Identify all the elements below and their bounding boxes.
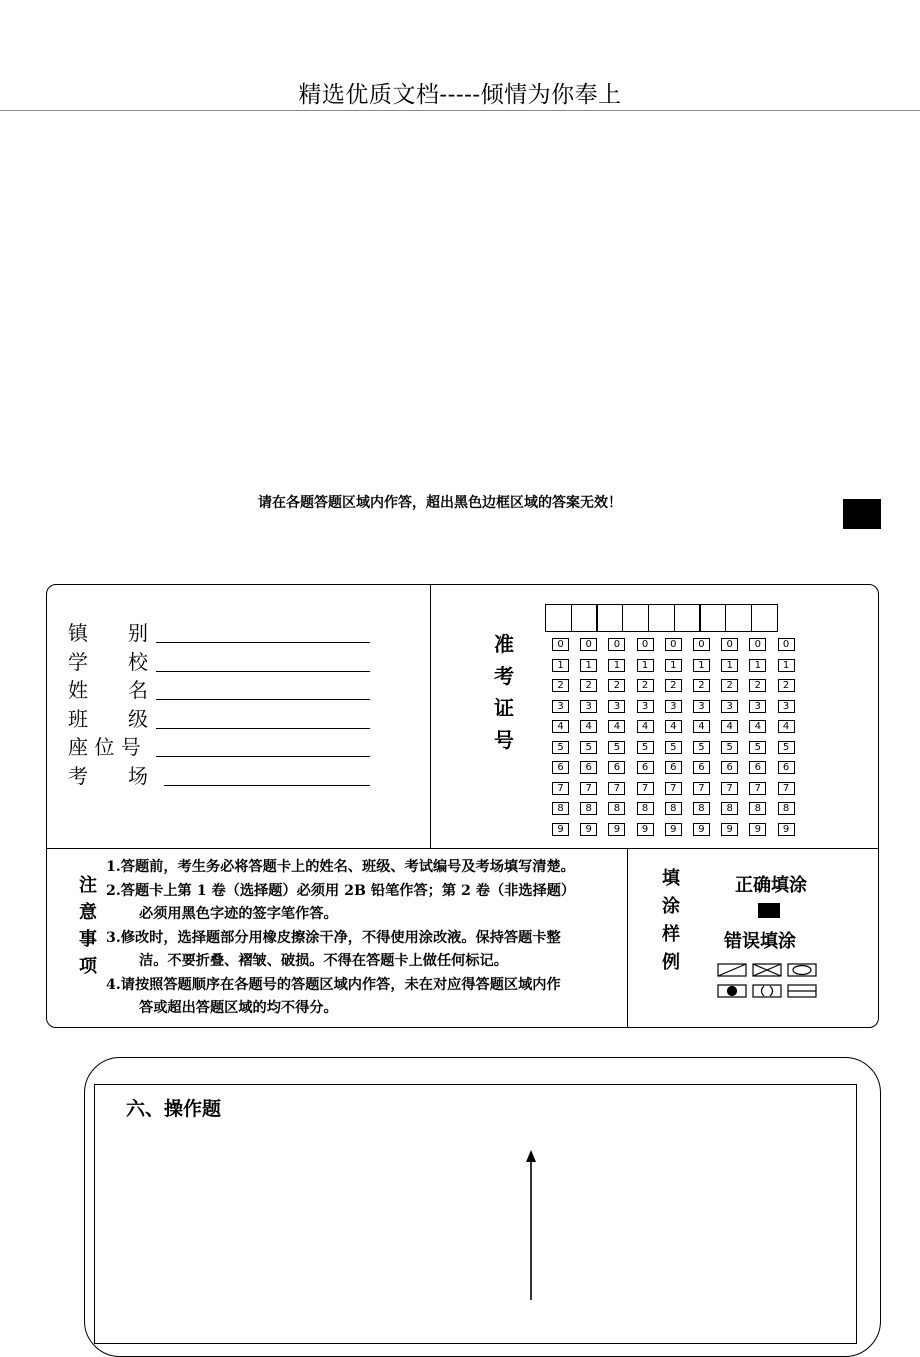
wrong-fill-samples — [714, 960, 824, 1000]
correct-fill-label: 正确填涂 — [735, 875, 807, 896]
exam-id-bubble[interactable]: 9 — [608, 823, 625, 836]
exam-id-bubble[interactable]: 3 — [637, 700, 654, 713]
fill-example-label-char: 例 — [662, 952, 680, 973]
exam-id-bubble[interactable]: 4 — [693, 720, 710, 733]
exam-id-bubble[interactable]: 8 — [608, 802, 625, 815]
info-field-row — [68, 763, 378, 790]
exam-id-bubble[interactable]: 1 — [778, 659, 795, 672]
exam-id-bubble[interactable]: 8 — [721, 802, 738, 815]
exam-id-bubble[interactable]: 9 — [580, 823, 597, 836]
exam-id-bubble[interactable]: 2 — [552, 679, 569, 692]
answer-area-inner[interactable] — [94, 1084, 857, 1344]
exam-id-bubble[interactable]: 0 — [552, 638, 569, 651]
info-field-label: 镇 别 — [68, 621, 148, 645]
info-field-input[interactable] — [156, 642, 370, 643]
exam-id-bubble[interactable]: 6 — [778, 761, 795, 774]
info-field-row — [68, 706, 378, 733]
wrong-sample-circle — [788, 964, 816, 976]
exam-id-bubble[interactable]: 0 — [749, 638, 766, 651]
exam-id-bubble[interactable]: 5 — [580, 741, 597, 754]
corner-registration-mark — [843, 499, 881, 529]
notice-item-text: 3.修改时，选择题部分用橡皮擦涂干净，不得使用涂改液。保持答题卡整 — [106, 929, 561, 946]
exam-id-bubble[interactable]: 0 — [637, 638, 654, 651]
exam-id-label-char: 考 — [494, 664, 514, 688]
exam-id-bubble[interactable]: 9 — [778, 823, 795, 836]
exam-id-bubble[interactable]: 1 — [749, 659, 766, 672]
bubble-row — [552, 823, 806, 844]
exam-id-digit-cell[interactable] — [545, 604, 572, 632]
exam-id-bubble[interactable]: 3 — [693, 700, 710, 713]
exam-id-bubble[interactable]: 6 — [749, 761, 766, 774]
notice-item — [106, 856, 628, 880]
wrong-sample-cross — [753, 964, 781, 976]
exam-id-bubble[interactable]: 3 — [608, 700, 625, 713]
bubble-row — [552, 761, 806, 782]
exam-id-bubble[interactable]: 2 — [749, 679, 766, 692]
exam-id-bubble[interactable]: 3 — [721, 700, 738, 713]
exam-id-bubble[interactable]: 4 — [552, 720, 569, 733]
exam-id-bubble[interactable]: 0 — [721, 638, 738, 651]
exam-id-bubble[interactable]: 2 — [778, 679, 795, 692]
info-field-label: 班 级 — [68, 706, 148, 731]
exam-id-bubble[interactable]: 4 — [749, 720, 766, 733]
exam-id-label — [492, 628, 516, 756]
exam-id-bubble[interactable]: 4 — [608, 720, 625, 733]
exam-id-bubble[interactable]: 9 — [721, 823, 738, 836]
exam-id-bubble[interactable]: 4 — [778, 720, 795, 733]
exam-id-bubble[interactable]: 3 — [580, 700, 597, 713]
fill-example-label-char: 填 — [662, 868, 680, 889]
exam-id-bubble[interactable]: 0 — [665, 638, 682, 651]
exam-id-bubble[interactable]: 1 — [637, 659, 654, 672]
fill-example-label-char: 涂 — [662, 896, 680, 917]
exam-id-bubble[interactable]: 5 — [693, 741, 710, 754]
notice-item — [106, 927, 628, 974]
notice-item-text: 1.答题前，考生务必将答题卡上的姓名、班级、考试编号及考场填写清楚。 — [106, 859, 575, 875]
section-title: 六、操作题 — [126, 1098, 222, 1120]
notice-item-text: 2.答题卡上第 1 卷（选择题）必须用 2B 铅笔作答；第 2 卷（非选择题） — [106, 882, 576, 899]
info-field-label: 考 场 — [68, 763, 148, 788]
exam-id-bubble[interactable]: 1 — [665, 659, 682, 672]
exam-id-digit-cell[interactable] — [571, 604, 598, 632]
exam-id-bubble[interactable]: 0 — [693, 638, 710, 651]
notice-label-char: 意 — [79, 902, 97, 923]
exam-id-bubble[interactable]: 8 — [552, 802, 569, 815]
info-field-row — [68, 649, 378, 676]
correct-fill-sample — [758, 903, 780, 918]
exam-id-bubble[interactable]: 5 — [721, 741, 738, 754]
exam-id-digit-cell[interactable] — [674, 604, 701, 632]
exam-id-bubble[interactable]: 7 — [665, 782, 682, 795]
exam-id-bubble[interactable]: 8 — [580, 802, 597, 815]
info-field-row — [68, 677, 378, 704]
wrong-sample-lines — [788, 985, 816, 997]
notice-item — [106, 880, 628, 927]
y-axis-arrow — [520, 1148, 542, 1300]
bubble-row — [552, 700, 806, 721]
notice-label-char: 注 — [79, 875, 97, 896]
exam-id-bubble[interactable]: 2 — [665, 679, 682, 692]
exam-id-bubble[interactable]: 8 — [778, 802, 795, 815]
exam-id-digit-cell[interactable] — [648, 604, 675, 632]
notice-label-char: 事 — [79, 929, 97, 950]
bubble-row — [552, 659, 806, 680]
info-field-label: 座 位 号 — [68, 735, 141, 759]
exam-id-bubble[interactable]: 2 — [637, 679, 654, 692]
info-field-label: 姓 名 — [68, 678, 148, 702]
fill-example-label-char: 样 — [662, 924, 680, 945]
exam-id-bubble[interactable]: 0 — [580, 638, 597, 651]
exam-id-bubble[interactable]: 6 — [637, 761, 654, 774]
exam-id-digit-cell[interactable] — [699, 604, 726, 632]
exam-id-bubble[interactable]: 7 — [721, 782, 738, 795]
bubble-row — [552, 802, 806, 823]
exam-id-bubble[interactable]: 9 — [749, 823, 766, 836]
exam-id-label-char: 号 — [494, 728, 514, 752]
info-field-input[interactable] — [156, 728, 370, 729]
exam-id-bubble[interactable]: 5 — [552, 741, 569, 754]
exam-id-bubble[interactable]: 9 — [637, 823, 654, 836]
exam-id-bubble[interactable]: 2 — [608, 679, 625, 692]
notice-item-text: 4.请按照答题顺序在各题号的答题区域内作答，未在对应得答题区域内作 — [106, 976, 561, 993]
notice-item-continuation: 洁。不要折叠、褶皱、破损。不得在答题卡上做任何标记。 — [139, 953, 508, 969]
exam-id-bubble[interactable]: 5 — [778, 741, 795, 754]
exam-id-bubble[interactable]: 6 — [608, 761, 625, 774]
exam-id-bubble[interactable]: 4 — [665, 720, 682, 733]
exam-id-bubble[interactable]: 0 — [778, 638, 795, 651]
exam-id-bubble[interactable]: 8 — [665, 802, 682, 815]
info-field-input[interactable] — [156, 671, 370, 672]
notice-label — [76, 872, 100, 980]
notice-item — [106, 974, 628, 1021]
notice-item-continuation: 必须用黑色字迹的签字笔作答。 — [139, 906, 338, 922]
notice-item-continuation: 答或超出答题区域的均不得分。 — [139, 1000, 338, 1016]
info-box-divider-top — [430, 585, 431, 848]
wrong-sample-dot — [718, 985, 746, 997]
exam-id-bubble[interactable]: 3 — [749, 700, 766, 713]
header-rule — [0, 110, 920, 111]
bubble-row — [552, 638, 806, 659]
exam-id-bubble[interactable]: 7 — [693, 782, 710, 795]
exam-id-bubble[interactable]: 8 — [693, 802, 710, 815]
exam-id-bubble[interactable]: 1 — [721, 659, 738, 672]
exam-id-digit-cell[interactable] — [596, 604, 623, 632]
exam-id-bubble[interactable]: 7 — [749, 782, 766, 795]
exam-id-bubble[interactable]: 3 — [665, 700, 682, 713]
exam-id-bubble[interactable]: 9 — [693, 823, 710, 836]
exam-id-bubble-grid — [552, 638, 806, 843]
bubble-row — [552, 679, 806, 700]
exam-id-bubble[interactable]: 7 — [580, 782, 597, 795]
notice-list — [106, 856, 628, 1021]
page-header: 精选优质文档-----倾情为你奉上 — [298, 82, 622, 108]
bubble-row — [552, 720, 806, 741]
exam-id-label-char: 证 — [494, 696, 514, 720]
exam-id-bubble[interactable]: 4 — [721, 720, 738, 733]
exam-id-bubble[interactable]: 6 — [693, 761, 710, 774]
exam-id-bubble[interactable]: 8 — [637, 802, 654, 815]
wrong-sample-slash — [718, 964, 746, 976]
exam-id-bubble[interactable]: 6 — [721, 761, 738, 774]
exam-id-bubble[interactable]: 4 — [580, 720, 597, 733]
exam-id-bubble[interactable]: 7 — [778, 782, 795, 795]
warning-text: 请在各题答题区域内作答，超出黑色边框区域的答案无效！ — [258, 495, 622, 511]
info-field-input[interactable] — [156, 699, 370, 700]
exam-id-bubble[interactable]: 1 — [608, 659, 625, 672]
exam-id-bubble[interactable]: 9 — [552, 823, 569, 836]
exam-id-bubble[interactable]: 5 — [665, 741, 682, 754]
exam-id-bubble[interactable]: 8 — [749, 802, 766, 815]
exam-id-label-char: 准 — [494, 632, 514, 656]
notice-label-char: 项 — [79, 956, 97, 977]
exam-id-bubble[interactable]: 1 — [552, 659, 569, 672]
exam-id-digit-cell[interactable] — [751, 604, 778, 632]
exam-id-bubble[interactable]: 2 — [580, 679, 597, 692]
info-field-row — [68, 620, 378, 647]
exam-id-bubble[interactable]: 3 — [552, 700, 569, 713]
exam-id-bubble[interactable]: 6 — [580, 761, 597, 774]
info-field-label: 学 校 — [68, 649, 148, 674]
exam-id-write-cells — [545, 604, 776, 634]
exam-id-bubble[interactable]: 2 — [693, 679, 710, 692]
exam-id-bubble[interactable]: 9 — [665, 823, 682, 836]
exam-id-bubble[interactable]: 5 — [637, 741, 654, 754]
exam-id-bubble[interactable]: 0 — [608, 638, 625, 651]
fill-example-label — [659, 865, 683, 977]
exam-id-bubble[interactable]: 2 — [721, 679, 738, 692]
wrong-fill-label: 错误填涂 — [724, 931, 796, 952]
exam-id-digit-cell[interactable] — [725, 604, 752, 632]
bubble-row — [552, 782, 806, 803]
exam-id-bubble[interactable]: 3 — [778, 700, 795, 713]
info-field-row — [68, 734, 378, 761]
info-box-divider-middle — [47, 848, 879, 849]
bubble-row — [552, 741, 806, 762]
exam-id-bubble[interactable]: 5 — [608, 741, 625, 754]
exam-id-digit-cell[interactable] — [622, 604, 649, 632]
info-field-input[interactable] — [156, 756, 370, 757]
exam-id-bubble[interactable]: 7 — [608, 782, 625, 795]
exam-id-bubble[interactable]: 6 — [665, 761, 682, 774]
exam-id-bubble[interactable]: 5 — [749, 741, 766, 754]
exam-id-bubble[interactable]: 6 — [552, 761, 569, 774]
exam-id-bubble[interactable]: 7 — [552, 782, 569, 795]
info-field-input[interactable] — [164, 785, 370, 786]
exam-id-bubble[interactable]: 4 — [637, 720, 654, 733]
exam-id-bubble[interactable]: 1 — [580, 659, 597, 672]
exam-id-bubble[interactable]: 1 — [693, 659, 710, 672]
wrong-sample-parens — [753, 985, 781, 997]
exam-id-bubble[interactable]: 7 — [637, 782, 654, 795]
